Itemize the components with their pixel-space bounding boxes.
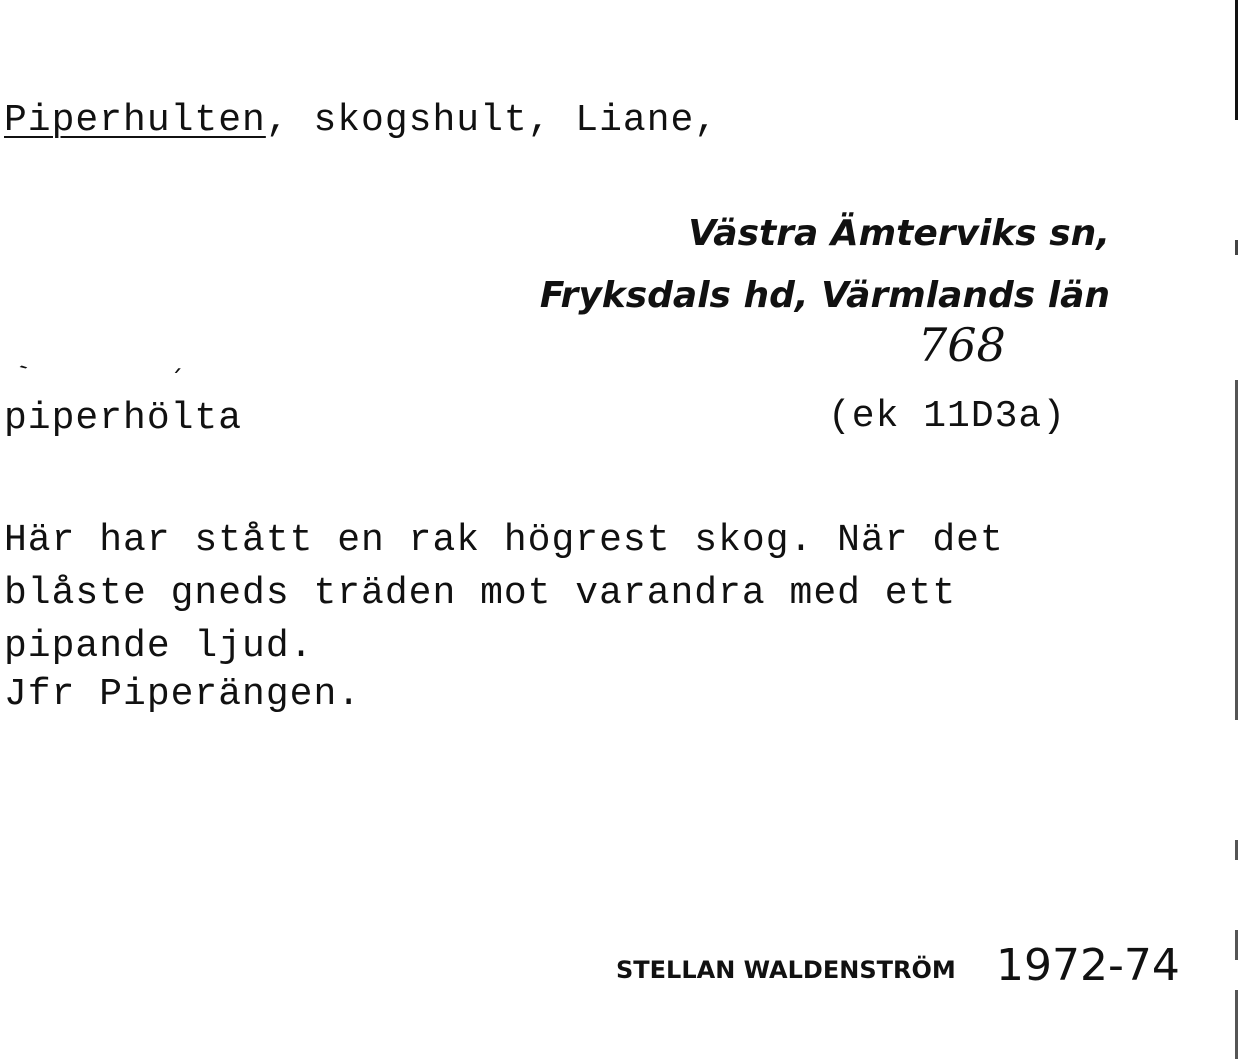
- map-reference: (ek 11D3a): [828, 395, 1067, 438]
- body-line-1: Här har stått en rak högrest skog. När det: [4, 519, 1004, 562]
- collector-years: 1972-74: [996, 940, 1180, 991]
- stress-mark-acute: ˊ: [170, 366, 183, 396]
- collector-name: STELLAN WALDENSTRÖM: [616, 956, 956, 984]
- card-heading: [4, 99, 719, 142]
- headword: Piperhulten: [4, 99, 266, 142]
- body-line-4: Jfr Piperängen.: [4, 673, 362, 716]
- stress-mark-grave: ˋ: [16, 358, 45, 392]
- parish-line: Västra Ämterviks sn,: [688, 213, 1110, 254]
- body-line-2: blåste gneds träden mot varandra med ett: [4, 572, 957, 615]
- heading-rest: , skogshult, Liane,: [265, 99, 719, 142]
- card-edge: [1235, 0, 1238, 1059]
- card-number: 768: [918, 318, 1006, 372]
- district-line: Fryksdals hd, Värmlands län: [539, 275, 1110, 316]
- pronunciation: piperhölta: [4, 397, 243, 440]
- body-line-3: pipande ljud.: [4, 625, 314, 668]
